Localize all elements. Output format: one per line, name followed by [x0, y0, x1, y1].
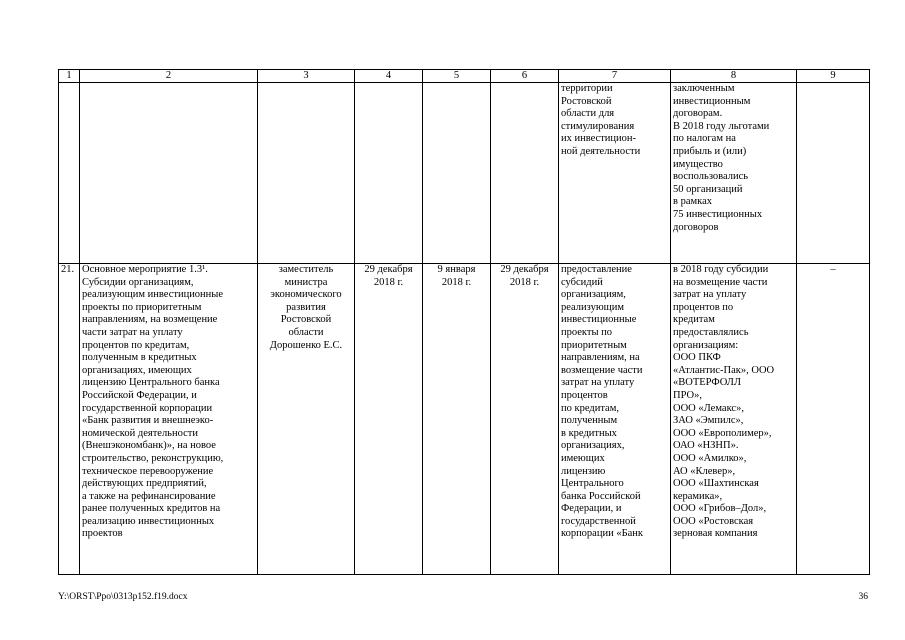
text-line: организациях, имеющих: [82, 364, 192, 376]
expected-result: [559, 264, 671, 575]
text-line: 29 декабря: [364, 264, 413, 275]
text-line: их инвестицион-: [561, 133, 637, 145]
text-line: имеющих: [561, 452, 605, 464]
text-line: ООО «Шахтинская: [673, 478, 759, 490]
text-line: ранее полученных кредитов на: [82, 503, 221, 515]
text-line: заместитель: [278, 264, 334, 275]
table-cell: [80, 83, 258, 264]
text-line: 2018 г.: [373, 276, 404, 288]
text-line: Дорошенко Е.С.: [269, 339, 343, 351]
text-line: предоставление: [561, 264, 632, 275]
text-line: ООО ПКФ: [673, 352, 721, 364]
header-cell: 6: [491, 70, 559, 83]
table-cell: [491, 83, 559, 264]
text-line: области для: [561, 108, 615, 120]
text-line: организациям:: [673, 339, 739, 351]
table-cell: [797, 83, 870, 264]
table-cell: [258, 83, 355, 264]
text-line: направлениям, на: [561, 352, 640, 364]
text-line: действующих предприятий,: [82, 478, 207, 490]
text-line: Основное мероприятие 1.3¹.: [82, 264, 208, 275]
text-line: ООО «Амилко»,: [673, 452, 747, 464]
text-line: в кредитных: [561, 427, 617, 439]
text-line: ПРО»,: [673, 389, 703, 401]
text-line: инвестиционные: [561, 314, 637, 326]
header-row: [59, 70, 870, 83]
text-line: Федерации, и: [561, 503, 622, 515]
text-line: зерновая компания: [673, 528, 758, 540]
header-cell: 4: [355, 70, 423, 83]
file-path: Y:\ORST\Ppo\0313p152.f19.docx: [58, 592, 188, 602]
text-line: ООО «Ростовская: [673, 515, 754, 527]
text-line: реализующим инвестиционные: [82, 289, 224, 301]
header-cell: 3: [258, 70, 355, 83]
table-cell: [355, 83, 423, 264]
text-line: процентов по: [673, 301, 734, 313]
text-line: лицензию Центрального банка: [82, 377, 220, 389]
header-cell: 8: [671, 70, 797, 83]
text-line: ной деятельности: [561, 145, 641, 157]
text-line: АО «Клевер»,: [673, 465, 736, 477]
table-cell: [559, 83, 671, 264]
table-cell: [671, 83, 797, 264]
text-line: реализацию инвестиционных: [82, 515, 215, 527]
header-cell: 1: [59, 70, 80, 83]
text-line: полученным: [561, 415, 618, 427]
header-cell: 2: [80, 70, 258, 83]
text-line: проекты по приоритетным: [82, 301, 202, 313]
text-line: ООО «Лемакс»,: [673, 402, 744, 414]
text-line: 29 декабря: [500, 264, 549, 275]
text-line: договорам.: [673, 108, 723, 120]
text-line: процентов: [561, 389, 608, 401]
text-line: приоритетным: [561, 339, 627, 351]
text-line: организациях,: [561, 440, 625, 452]
text-line: заключенным: [673, 83, 735, 94]
start-date: [423, 264, 491, 575]
actual-result: [671, 264, 797, 575]
text-line: 75 инвестиционных: [673, 208, 763, 220]
text-line: процентов по кредитам,: [82, 339, 190, 351]
text-line: номической деятельности: [82, 427, 198, 439]
page-number: 36: [858, 592, 868, 602]
text-line: части затрат на уплату: [82, 326, 183, 338]
text-line: Российской Федерации, и: [82, 389, 197, 401]
text-line: затрат на уплату: [673, 289, 747, 301]
header-cell: 7: [559, 70, 671, 83]
text-line: Ростовской: [280, 314, 332, 326]
text-line: а также на рефинансирование: [82, 490, 216, 502]
text-line: 50 организаций: [673, 183, 743, 195]
text-line: области: [288, 326, 324, 338]
text-line: на возмещение части: [673, 276, 768, 288]
text-line: ЗАО «Эмпилс»,: [673, 415, 744, 427]
text-line: затрат на уплату: [561, 377, 635, 389]
text-line: керамика»,: [673, 490, 723, 502]
text-line: возмещение части: [561, 364, 643, 376]
text-line: банка Российской: [561, 490, 641, 502]
text-line: государственной: [561, 515, 636, 527]
table-row: [59, 83, 870, 264]
deadline-date: [355, 264, 423, 575]
notes-cell: –: [797, 264, 870, 575]
event-description: [80, 264, 258, 575]
text-line: имущество: [673, 158, 723, 170]
header-cell: 5: [423, 70, 491, 83]
text-line: организациям,: [561, 289, 626, 301]
end-date: [491, 264, 559, 575]
text-line: 2018 г.: [441, 276, 472, 288]
text-line: 9 января: [437, 264, 476, 275]
text-line: воспользовались: [673, 171, 749, 183]
text-line: корпорации «Банк: [561, 528, 643, 540]
text-line: стимулирования: [561, 120, 635, 132]
text-line: проектов: [82, 528, 123, 540]
text-line: «Банк развития и внешнеэко-: [82, 415, 214, 427]
text-line: полученным в кредитных: [82, 352, 197, 364]
text-line: «ВОТЕРФОЛЛ: [673, 377, 742, 389]
text-line: лицензию: [561, 465, 606, 477]
row-number: 21.: [59, 264, 80, 575]
text-line: В 2018 году льготами: [673, 120, 770, 132]
document-table: [58, 69, 870, 575]
text-line: министра: [284, 276, 328, 288]
text-line: Центрального: [561, 478, 624, 490]
text-line: направлениям, на возмещение: [82, 314, 218, 326]
text-line: в рамках: [673, 196, 712, 208]
text-line: (Внешэкономбанк)», на новое: [82, 440, 216, 452]
text-line: ООО «Европолимер»,: [673, 427, 772, 439]
responsible-person: [258, 264, 355, 575]
text-line: в 2018 году субсидии: [673, 264, 769, 275]
text-line: «Атлантис-Пак», ООО: [673, 364, 775, 376]
text-line: проекты по: [561, 326, 613, 338]
text-line: ОАО «НЗНП».: [673, 440, 739, 452]
text-line: прибыль и (или): [673, 145, 747, 157]
text-line: субсидий: [561, 276, 603, 288]
text-line: Субсидии организациям,: [82, 276, 194, 288]
text-line: по налогам на: [673, 133, 736, 145]
text-line: государственной корпорации: [82, 402, 213, 414]
text-line: предоставлялись: [673, 326, 749, 338]
text-line: ООО «Грибов–Дол»,: [673, 503, 767, 515]
text-line: территории: [561, 83, 613, 94]
text-line: инвестиционным: [673, 95, 751, 107]
table-cell: [423, 83, 491, 264]
text-line: реализующим: [561, 301, 625, 313]
text-line: по кредитам,: [561, 402, 619, 414]
text-line: договоров: [673, 221, 719, 233]
text-line: развития: [286, 301, 326, 313]
text-line: Ростовской: [561, 95, 612, 107]
text-line: 2018 г.: [509, 276, 540, 288]
text-line: строительство, реконструкцию,: [82, 452, 224, 464]
text-line: экономического: [270, 289, 342, 301]
table-row: [59, 264, 870, 575]
header-cell: 9: [797, 70, 870, 83]
table-cell: [59, 83, 80, 264]
text-line: кредитам: [673, 314, 715, 326]
text-line: техническое перевооружение: [82, 465, 214, 477]
